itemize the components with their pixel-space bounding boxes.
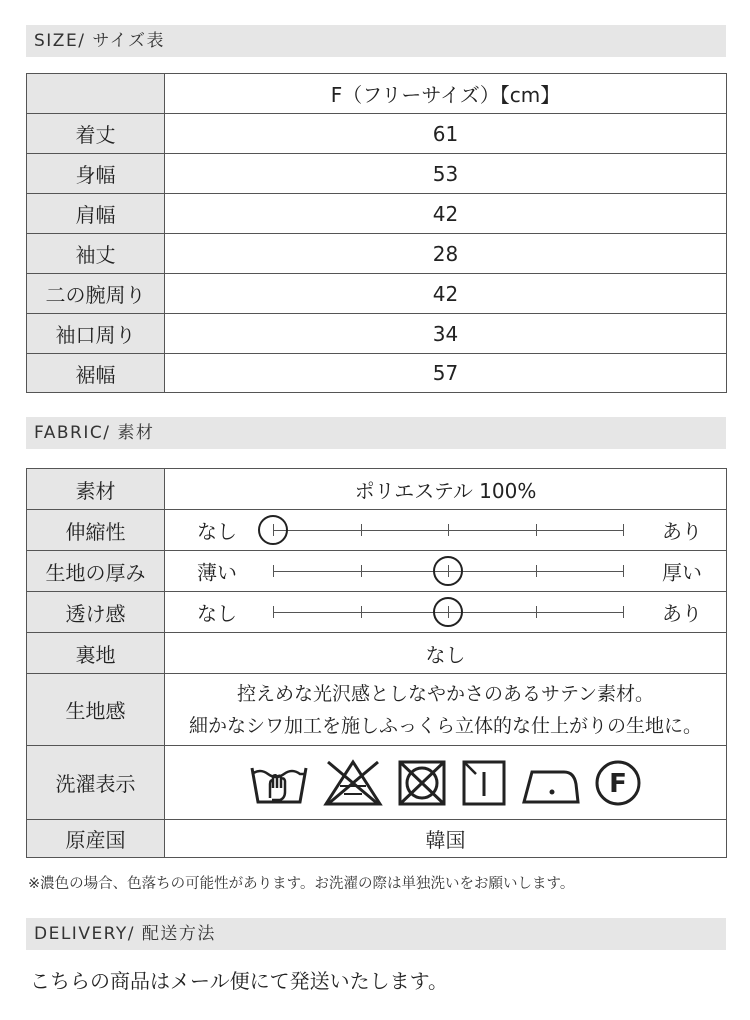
dry-clean-f-icon <box>592 758 644 808</box>
scale-left-label: 薄い <box>197 560 237 585</box>
no-tumble-dry-icon <box>396 758 448 808</box>
material-label: 素材 <box>27 469 165 510</box>
scale-left-label: なし <box>197 601 237 626</box>
row-label: 袖口周り <box>27 314 165 354</box>
size-table-corner <box>27 74 165 114</box>
table-row <box>27 154 727 194</box>
row-value: 42 <box>165 194 727 234</box>
lining-label: 裏地 <box>27 633 165 674</box>
origin-value: 韓国 <box>165 820 727 858</box>
row-value: 61 <box>165 114 727 154</box>
scale-tick <box>361 606 362 618</box>
scale-tick <box>273 565 274 577</box>
scale-tick <box>623 606 624 618</box>
care-note: ※濃色の場合、色落ちの可能性があります。お洗濯の際は単独洗いをお願いします。 <box>28 876 575 892</box>
no-bleach-icon <box>322 758 384 808</box>
scale-right-label: あり <box>662 519 702 544</box>
row-value: 28 <box>165 234 727 274</box>
scale-tick <box>623 524 624 536</box>
row-value: 57 <box>165 354 727 393</box>
size-table <box>26 73 727 393</box>
scale-right-label: あり <box>662 601 702 626</box>
table-row <box>27 592 727 633</box>
table-row <box>27 194 727 234</box>
scale-tick <box>623 565 624 577</box>
table-row <box>27 114 727 154</box>
thickness-label: 生地の厚み <box>27 551 165 592</box>
scale-right-label: 厚い <box>662 560 702 585</box>
table-row <box>27 820 727 858</box>
table-row <box>27 274 727 314</box>
scale-tick <box>536 524 537 536</box>
scale-indicator <box>433 597 463 627</box>
care-icons <box>165 746 727 820</box>
drip-dry-icon <box>460 758 508 808</box>
size-column-header: F（フリーサイズ）【cm】 <box>165 74 727 114</box>
texture-label: 生地感 <box>27 674 165 746</box>
table-row <box>27 354 727 393</box>
fabric-section-header: FABRIC/ 素材 <box>26 417 726 449</box>
sheerness-scale <box>165 592 727 633</box>
origin-label: 原産国 <box>27 820 165 858</box>
row-label: 裾幅 <box>27 354 165 393</box>
scale-tick <box>536 565 537 577</box>
size-section-header: SIZE/ サイズ表 <box>26 25 726 57</box>
row-value: 34 <box>165 314 727 354</box>
scale-tick <box>361 524 362 536</box>
row-label: 肩幅 <box>27 194 165 234</box>
material-value: ポリエステル 100% <box>165 469 727 510</box>
scale-tick <box>448 524 449 536</box>
dry-clean-letter: F <box>608 768 627 799</box>
table-row <box>27 633 727 674</box>
table-row <box>27 674 727 746</box>
row-label: 二の腕周り <box>27 274 165 314</box>
scale-tick <box>361 565 362 577</box>
scale-tick <box>536 606 537 618</box>
table-row <box>27 234 727 274</box>
low-iron-icon <box>520 758 580 808</box>
row-label: 着丈 <box>27 114 165 154</box>
texture-line-2: 細かなシワ加工を施しふっくら立体的な仕上がりの生地に。 <box>188 714 702 737</box>
texture-value <box>165 674 727 746</box>
lining-value: なし <box>165 633 727 674</box>
hand-wash-icon <box>248 758 310 808</box>
row-value: 53 <box>165 154 727 194</box>
thickness-scale <box>165 551 727 592</box>
row-label: 身幅 <box>27 154 165 194</box>
row-value: 42 <box>165 274 727 314</box>
table-row <box>27 746 727 820</box>
delivery-section-header: DELIVERY/ 配送方法 <box>26 918 726 950</box>
scale-tick <box>273 606 274 618</box>
scale-indicator <box>258 515 288 545</box>
sheerness-label: 透け感 <box>27 592 165 633</box>
table-row <box>27 510 727 551</box>
table-row <box>27 314 727 354</box>
table-row <box>27 551 727 592</box>
scale-indicator <box>433 556 463 586</box>
stretch-label: 伸縮性 <box>27 510 165 551</box>
care-label: 洗濯表示 <box>27 746 165 820</box>
row-label: 袖丈 <box>27 234 165 274</box>
texture-line-1: 控えめな光沢感としなやかさのあるサテン素材。 <box>236 682 655 705</box>
scale-left-label: なし <box>197 519 237 544</box>
table-row <box>27 469 727 510</box>
stretch-scale <box>165 510 727 551</box>
delivery-text: こちらの商品はメール便にて発送いたします。 <box>30 969 448 993</box>
fabric-table <box>26 468 727 858</box>
